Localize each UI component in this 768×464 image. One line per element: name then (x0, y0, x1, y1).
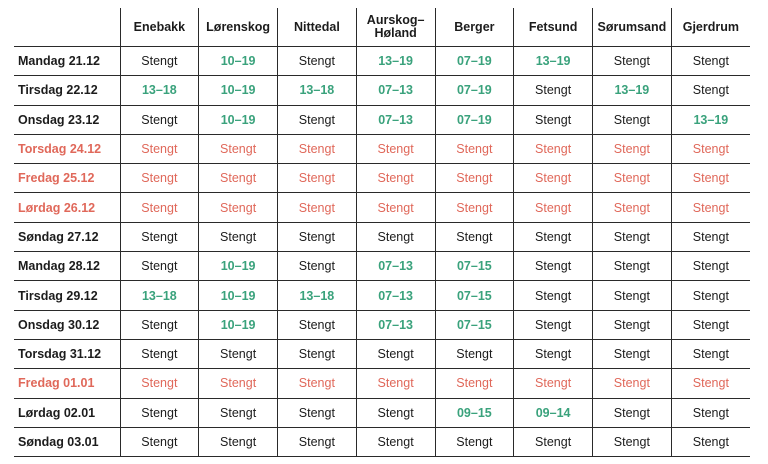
header-corner (14, 8, 120, 47)
hours-cell: Stengt (278, 398, 357, 427)
table-row (14, 310, 750, 339)
hours-cell: Stengt (120, 164, 199, 193)
hours-cell: Stengt (120, 252, 199, 281)
hours-cell: Stengt (199, 164, 278, 193)
hours-cell: Stengt (120, 310, 199, 339)
table-row (14, 281, 750, 310)
hours-cell: Stengt (356, 369, 435, 398)
hours-cell: Stengt (514, 164, 593, 193)
row-day-label: Onsdag 30.12 (14, 310, 120, 339)
hours-cell: Stengt (199, 339, 278, 368)
hours-cell: Stengt (278, 310, 357, 339)
table-row (14, 398, 750, 427)
table-row (14, 252, 750, 281)
row-day-label: Tirsdag 29.12 (14, 281, 120, 310)
hours-cell: Stengt (120, 134, 199, 163)
hours-cell: Stengt (514, 369, 593, 398)
hours-cell: Stengt (671, 134, 750, 163)
hours-cell: 07–15 (435, 281, 514, 310)
table-row (14, 193, 750, 222)
hours-cell: Stengt (278, 339, 357, 368)
hours-cell: Stengt (514, 105, 593, 134)
row-day-label: Tirsdag 22.12 (14, 76, 120, 105)
hours-cell: 10–19 (199, 252, 278, 281)
hours-cell: 13–18 (120, 76, 199, 105)
hours-cell: 09–14 (514, 398, 593, 427)
hours-cell: Stengt (356, 164, 435, 193)
hours-cell: Stengt (671, 398, 750, 427)
table-row (14, 369, 750, 398)
column-header-aurskog-holand: Aurskog– Høland (356, 8, 435, 47)
table-row (14, 76, 750, 105)
hours-cell: Stengt (593, 398, 672, 427)
hours-cell: Stengt (671, 252, 750, 281)
opening-hours-table-container (14, 8, 750, 457)
hours-cell: Stengt (435, 339, 514, 368)
hours-cell: Stengt (593, 339, 672, 368)
table-row (14, 164, 750, 193)
hours-cell: Stengt (356, 339, 435, 368)
hours-cell: Stengt (514, 76, 593, 105)
hours-cell: 07–13 (356, 252, 435, 281)
table-row (14, 222, 750, 251)
hours-cell: Stengt (278, 369, 357, 398)
table-body (14, 47, 750, 457)
hours-cell: Stengt (671, 47, 750, 76)
hours-cell: Stengt (593, 281, 672, 310)
hours-cell: 07–19 (435, 47, 514, 76)
hours-cell: Stengt (120, 427, 199, 456)
hours-cell: Stengt (356, 222, 435, 251)
hours-cell: Stengt (593, 427, 672, 456)
hours-cell: 07–13 (356, 310, 435, 339)
hours-cell: 07–13 (356, 76, 435, 105)
hours-cell: Stengt (120, 105, 199, 134)
row-day-label: Torsdag 24.12 (14, 134, 120, 163)
hours-cell: Stengt (671, 339, 750, 368)
hours-cell: Stengt (278, 193, 357, 222)
hours-cell: Stengt (593, 164, 672, 193)
hours-cell: Stengt (514, 310, 593, 339)
hours-cell: Stengt (435, 164, 514, 193)
hours-cell: Stengt (356, 134, 435, 163)
hours-cell: Stengt (199, 398, 278, 427)
row-day-label: Fredag 01.01 (14, 369, 120, 398)
hours-cell: Stengt (593, 310, 672, 339)
hours-cell: Stengt (120, 398, 199, 427)
row-day-label: Lørdag 26.12 (14, 193, 120, 222)
hours-cell: Stengt (671, 281, 750, 310)
hours-cell: 13–19 (671, 105, 750, 134)
hours-cell: 13–18 (278, 76, 357, 105)
hours-cell: Stengt (593, 134, 672, 163)
row-day-label: Søndag 03.01 (14, 427, 120, 456)
column-header-sorumsand: Sørumsand (593, 8, 672, 47)
hours-cell: Stengt (435, 134, 514, 163)
column-header-fetsund: Fetsund (514, 8, 593, 47)
hours-cell: Stengt (514, 427, 593, 456)
column-header-lorenskog: Lørenskog (199, 8, 278, 47)
hours-cell: Stengt (514, 339, 593, 368)
header-row (14, 8, 750, 47)
table-header (14, 8, 750, 47)
hours-cell: Stengt (671, 222, 750, 251)
hours-cell: Stengt (671, 193, 750, 222)
hours-cell: 13–19 (593, 76, 672, 105)
column-header-berger: Berger (435, 8, 514, 47)
hours-cell: 07–13 (356, 105, 435, 134)
hours-cell: Stengt (120, 222, 199, 251)
row-day-label: Onsdag 23.12 (14, 105, 120, 134)
hours-cell: Stengt (356, 398, 435, 427)
hours-cell: 13–19 (356, 47, 435, 76)
hours-cell: Stengt (278, 47, 357, 76)
hours-cell: Stengt (593, 105, 672, 134)
hours-cell: Stengt (199, 369, 278, 398)
hours-cell: Stengt (593, 252, 672, 281)
row-day-label: Lørdag 02.01 (14, 398, 120, 427)
hours-cell: 07–19 (435, 105, 514, 134)
hours-cell: Stengt (514, 134, 593, 163)
hours-cell: Stengt (435, 369, 514, 398)
hours-cell: 07–15 (435, 310, 514, 339)
hours-cell: Stengt (514, 222, 593, 251)
hours-cell: Stengt (593, 193, 672, 222)
table-row (14, 427, 750, 456)
hours-cell: Stengt (435, 222, 514, 251)
hours-cell: 07–19 (435, 76, 514, 105)
hours-cell: Stengt (435, 193, 514, 222)
hours-cell: Stengt (671, 164, 750, 193)
hours-cell: Stengt (199, 427, 278, 456)
hours-cell: 10–19 (199, 281, 278, 310)
hours-cell: Stengt (671, 310, 750, 339)
hours-cell: Stengt (120, 193, 199, 222)
hours-cell: Stengt (671, 369, 750, 398)
hours-cell: Stengt (356, 193, 435, 222)
hours-cell: Stengt (514, 252, 593, 281)
hours-cell: Stengt (278, 134, 357, 163)
hours-cell: Stengt (593, 222, 672, 251)
hours-cell: 13–19 (514, 47, 593, 76)
row-day-label: Mandag 28.12 (14, 252, 120, 281)
hours-cell: 13–18 (278, 281, 357, 310)
column-header-nittedal: Nittedal (278, 8, 357, 47)
hours-cell: 10–19 (199, 310, 278, 339)
hours-cell: 10–19 (199, 76, 278, 105)
opening-hours-table (14, 8, 750, 457)
row-day-label: Torsdag 31.12 (14, 339, 120, 368)
table-row (14, 105, 750, 134)
column-header-gjerdrum: Gjerdrum (671, 8, 750, 47)
hours-cell: Stengt (671, 427, 750, 456)
column-header-enebakk: Enebakk (120, 8, 199, 47)
hours-cell: Stengt (278, 164, 357, 193)
hours-cell: 10–19 (199, 47, 278, 76)
row-day-label: Fredag 25.12 (14, 164, 120, 193)
hours-cell: Stengt (514, 281, 593, 310)
hours-cell: Stengt (593, 47, 672, 76)
hours-cell: Stengt (671, 76, 750, 105)
hours-cell: 07–13 (356, 281, 435, 310)
hours-cell: Stengt (199, 222, 278, 251)
table-row (14, 339, 750, 368)
hours-cell: 13–18 (120, 281, 199, 310)
hours-cell: Stengt (199, 134, 278, 163)
hours-cell: Stengt (278, 105, 357, 134)
hours-cell: Stengt (278, 252, 357, 281)
hours-cell: Stengt (356, 427, 435, 456)
hours-cell: Stengt (435, 427, 514, 456)
hours-cell: Stengt (120, 369, 199, 398)
hours-cell: 09–15 (435, 398, 514, 427)
hours-cell: Stengt (514, 193, 593, 222)
hours-cell: Stengt (120, 47, 199, 76)
hours-cell: Stengt (120, 339, 199, 368)
hours-cell: 10–19 (199, 105, 278, 134)
hours-cell: Stengt (593, 369, 672, 398)
hours-cell: Stengt (199, 193, 278, 222)
hours-cell: 07–15 (435, 252, 514, 281)
row-day-label: Søndag 27.12 (14, 222, 120, 251)
table-row (14, 47, 750, 76)
hours-cell: Stengt (278, 427, 357, 456)
hours-cell: Stengt (278, 222, 357, 251)
row-day-label: Mandag 21.12 (14, 47, 120, 76)
table-row (14, 134, 750, 163)
